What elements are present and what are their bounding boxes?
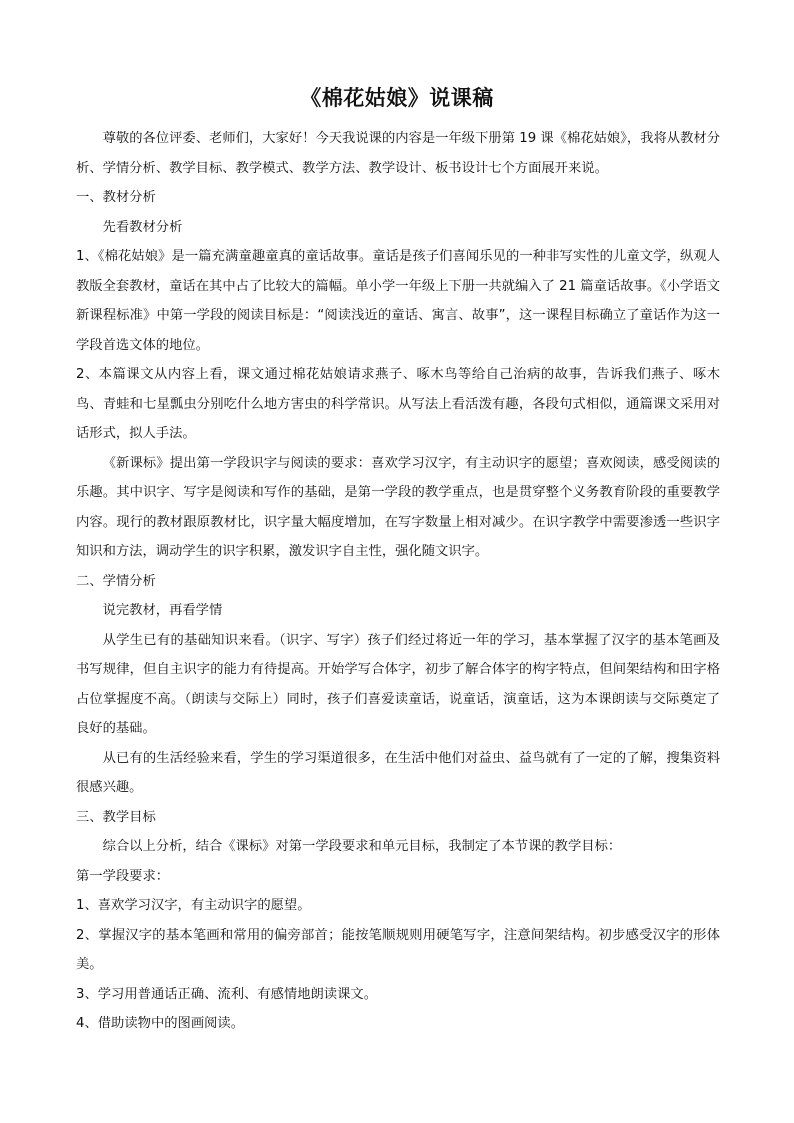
paragraph: 3、学习用普通话正确、流利、有感情地朗读课文。 bbox=[76, 986, 377, 1002]
paragraph: 综合以上分析，结合《课标》对第一学段要求和单元目标，我制定了本节课的教学目标： bbox=[102, 839, 622, 854]
paragraph: 《新课标》提出第一学段识字与阅读的要求：喜欢学习汉字，有主动识字的愿望；喜欢阅读，感受阅读的乐趣。其中识字、写字是阅读和写作的基础，是第一学段的教学重点，也是贯穿整个义务教育阶段的重要教学内容。现行的教材跟原教材比，识字量大幅度增加，在写字数量上相对减少。在识字教学中需要渗透一些识字知识和方法，调动学生的识字积累，激发识字自主性，强化随文识字。 bbox=[76, 455, 720, 559]
paragraph: 尊敬的各位评委、老师们，大家好！今天我说课的内容是一年级下册第 19 课《棉花姑娘》，我将从教材分析、学情分析、教学目标、教学模式、教学方法、教学设计、板书设计七个方面展开来说。 bbox=[76, 131, 720, 176]
paragraph: 从学生已有的基础知识来看。（识字、写字）孩子们经过将近一年的学习，基本掌握了汉字的基本笔画及书写规律，但自主识字的能力有待提高。开始学写合体字，初步了解合体字的构字特点，但间架结构和田字格占位掌握度不高。（朗读与交际上）同时，孩子们喜爱读童话，说童话，演童话，这为本课朗读与交际奠定了良好的基础。 bbox=[76, 632, 720, 736]
paragraph: 说完教材，再看学情 bbox=[102, 603, 223, 618]
paragraph: 2、本篇课文从内容上看，课文通过棉花姑娘请求燕子、啄木鸟等给自己治病的故事，告诉我们燕子、啄木鸟、青蛙和七星瓢虫分别吃什么地方害虫的科学常识。从写法上看活泼有趣，各段句式相似，通篇课文采用对话形式，拟人手法。 bbox=[76, 367, 720, 441]
paragraph: 1、喜欢学习汉字，有主动识字的愿望。 bbox=[76, 898, 311, 913]
paragraph: 2、掌握汉字的基本笔画和常用的偏旁部首；能按笔顺规则用硬笔写字，注意间架结构。初步感受汉字的形体美。 bbox=[76, 927, 720, 972]
paragraph: 1、《棉花姑娘》是一篇充满童趣童真的童话故事。童话是孩子们喜闻乐见的一种非写实性的儿童文学，纵观人教版全套教材，童话在其中占了比较大的篇幅。单小学一年级上下册一共就编入了 21 篇童话故事。《小学语文新课程标准》中第一学段的阅读目标是：“阅读浅近的童话、寓言、故事”，这一课程目标确立了童话作为这一学段首选文体的地位。 bbox=[76, 249, 720, 353]
paragraph: 4、借助读物中的图画阅读。 bbox=[76, 1016, 245, 1031]
paragraph: 一、教材分析 bbox=[76, 190, 156, 205]
page-title: 《棉花姑娘》说课稿 bbox=[300, 86, 494, 110]
document-body bbox=[76, 124, 720, 1039]
paragraph: 从已有的生活经验来看，学生的学习渠道很多，在生活中他们对益虫、益鸟就有了一定的了解，搜集资料很感兴趣。 bbox=[76, 750, 720, 795]
paragraph: 二、学情分析 bbox=[76, 573, 156, 589]
paragraph: 三、教学目标 bbox=[76, 809, 156, 825]
paragraph: 第一学段要求： bbox=[76, 868, 170, 884]
paragraph: 先看教材分析 bbox=[102, 219, 183, 235]
